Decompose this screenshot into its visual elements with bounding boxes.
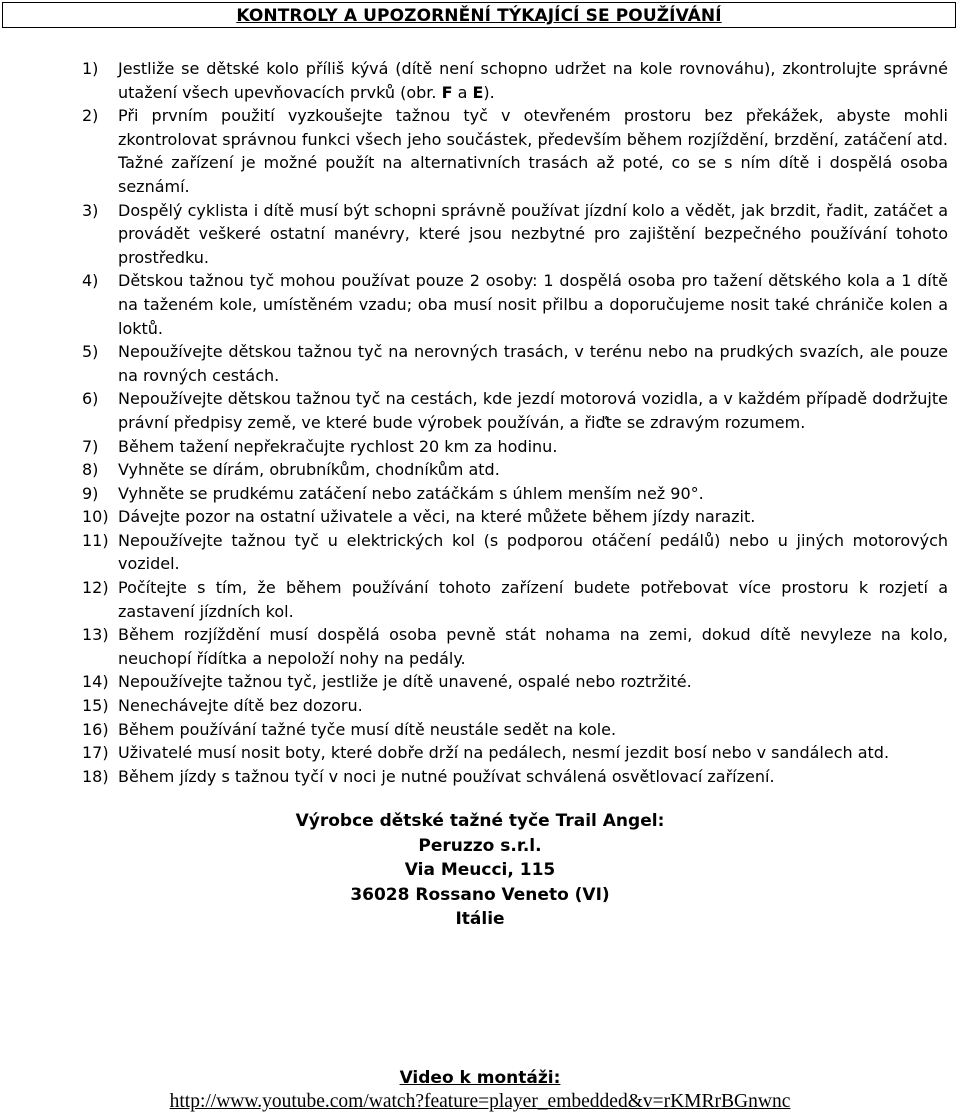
item-text: Počítejte s tím, že během používání tohoto zařízení budete potřebovat více prostoru k rozjetí a zastavení jízdních kol.: [118, 578, 948, 621]
manufacturer-block: [0, 809, 960, 932]
item-number: 8): [82, 460, 99, 480]
item-number: 12): [82, 578, 109, 598]
video-label: Video k montáži:: [399, 1068, 561, 1088]
item-number: 11): [82, 530, 109, 550]
list-item: [82, 670, 948, 694]
item-number: 9): [82, 483, 99, 503]
item-number: 1): [82, 59, 99, 78]
manufacturer-country: Itálie: [455, 909, 505, 929]
item-text: Během tažení nepřekračujte rychlost 20 km za hodinu.: [118, 436, 558, 456]
item-text: Dětskou tažnou tyč mohou používat pouze 2 osoby: 1 dospělá osoba pro tažení dětského kola a 1 dítě na taženém kole, umístěném vzadu; oba musí nosit přilbu a doporučujeme nosit také chrániče kolen a loktů.: [118, 271, 948, 338]
item-text: Při prvním použití vyzkoušejte tažnou tyč v otevřeném prostoru bez překážek, abyste mohli zkontrolovat správnou funkci všech jeho součástek, především během rozjíždění, brzdění, zatáčení atd. Tažné zařízení je možné použít na alternativních trasách až poté, co se s ním dítě i dospělá osoba seznámí.: [118, 106, 948, 196]
list-item: [82, 505, 948, 529]
item-number: 17): [82, 743, 109, 763]
list-item: [82, 718, 948, 742]
item-number: 13): [82, 625, 109, 645]
list-item: [82, 340, 948, 387]
item-text: Vyhněte se prudkému zatáčení nebo zatáčkám s úhlem menším než 90°.: [118, 483, 704, 503]
item-text: Nepoužívejte tažnou tyč u elektrických kol (s podporou otáčení pedálů) nebo u jiných motorových vozidel.: [118, 530, 948, 574]
item-text: Jestliže se dětské kolo příliš kývá (dítě není schopno udržet na kole rovnováhu), zkontrolujte správné utažení všech upevňovacích prvků (obr. F a E).: [118, 59, 948, 102]
item-text: Dospělý cyklista i dítě musí být schopni správně používat jízdní kolo a vědět, jak brzdit, řadit, zatáčet a provádět veškeré ostatní manévry, které jsou nezbytné pro zajištění bezpečného používání tohoto prostředku.: [118, 200, 948, 267]
video-link[interactable]: http://www.youtube.com/watch?feature=player_embedded&v=rKMRrBGnwnc: [169, 1091, 791, 1112]
title-box: [2, 2, 956, 28]
list-item: [82, 576, 948, 623]
list-item: [82, 387, 948, 434]
manufacturer-name: Peruzzo s.r.l.: [418, 835, 542, 856]
item-number: 7): [82, 436, 99, 456]
list-item: [82, 57, 948, 104]
warnings-list: [82, 57, 948, 788]
item-text: Nenechávejte dítě bez dozoru.: [118, 696, 363, 716]
manufacturer-heading: Výrobce dětské tažné tyče Trail Angel:: [295, 811, 665, 831]
list-item: [82, 623, 948, 670]
list-item: [82, 694, 948, 718]
list-item: [82, 104, 948, 198]
list-item: [82, 529, 948, 576]
item-text: Nepoužívejte dětskou tažnou tyč na cestách, kde jezdí motorová vozidla, a v každém případě dodržujte právní předpisy země, ve které bude výrobek používán, a řiďte se zdravým rozumem.: [118, 389, 948, 432]
manufacturer-city: 36028 Rossano Veneto (VI): [350, 884, 610, 905]
item-text: Během jízdy s tažnou tyčí v noci je nutné používat schválená osvětlovací zařízení.: [118, 766, 775, 786]
item-number: 18): [82, 766, 109, 786]
page-title: KONTROLY A UPOZORNĚNÍ TÝKAJÍCÍ SE POUŽÍVÁNÍ: [236, 6, 722, 26]
item-text: Během rozjíždění musí dospělá osoba pevně stát nohama na zemi, dokud dítě nevyleze na kolo, neuchopí řídítka a nepoloží nohy na pedály.: [118, 625, 948, 668]
item-text: Uživatelé musí nosit boty, které dobře drží na pedálech, nesmí jezdit bosí nebo v sandálech atd.: [118, 743, 890, 763]
item-number: 16): [82, 719, 109, 739]
item-text: Během používání tažné tyče musí dítě neustále sedět na kole.: [118, 719, 617, 739]
item-number: 14): [82, 672, 109, 692]
item-number: 6): [82, 389, 99, 409]
item-number: 5): [82, 342, 99, 362]
item-number: 15): [82, 696, 109, 716]
list-item: [82, 765, 948, 789]
manufacturer-street: Via Meucci, 115: [404, 860, 556, 880]
item-text: Dávejte pozor na ostatní uživatele a věci, na které můžete během jízdy narazit.: [118, 507, 756, 527]
list-item: [82, 458, 948, 482]
item-number: 10): [82, 507, 109, 527]
list-item: [82, 269, 948, 340]
item-number: 3): [82, 200, 99, 220]
list-item: [82, 482, 948, 506]
list-item: [82, 199, 948, 270]
item-number: 4): [82, 271, 99, 291]
item-text: Nepoužívejte tažnou tyč, jestliže je dítě unavené, ospalé nebo roztržité.: [118, 672, 692, 692]
list-item: [82, 435, 948, 459]
item-text: Vyhněte se dírám, obrubníkům, chodníkům atd.: [118, 460, 500, 480]
list-item: [82, 741, 948, 765]
item-number: 2): [82, 106, 99, 126]
item-text: Nepoužívejte dětskou tažnou tyč na nerovných trasách, v terénu nebo na prudkých svazích, ale pouze na rovných cestách.: [118, 342, 948, 385]
video-block: [0, 1066, 960, 1114]
